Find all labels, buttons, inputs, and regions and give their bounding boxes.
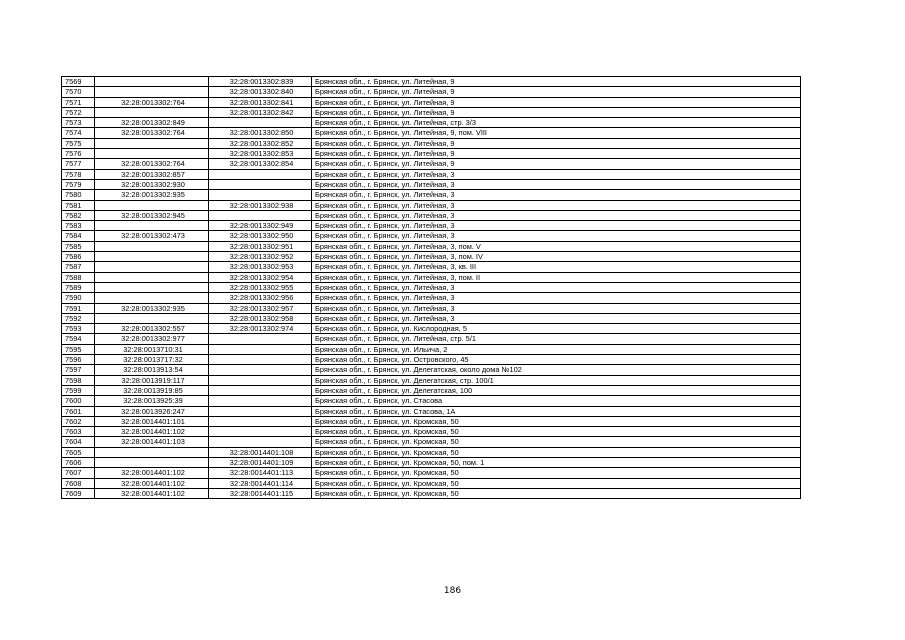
address-cell: Брянская обл., г. Брянск, ул. Литейная, 3, пом. II xyxy=(312,272,801,282)
address-cell: Брянская обл., г. Брянск, ул. Литейная, 3 xyxy=(312,200,801,210)
address-cell: Брянская обл., г. Брянск, ул. Литейная, 3 xyxy=(312,313,801,323)
table-row xyxy=(62,169,801,179)
new-cadastral-number-cell: 32:28:0014401:115 xyxy=(209,488,312,498)
row-number-cell: 7608 xyxy=(62,478,95,488)
table-row xyxy=(62,97,801,107)
table-row xyxy=(62,427,801,437)
new-cadastral-number-cell: 32:28:0014401:109 xyxy=(209,457,312,467)
table-row xyxy=(62,221,801,231)
table-row xyxy=(62,468,801,478)
row-number-cell: 7586 xyxy=(62,252,95,262)
row-number-cell: 7579 xyxy=(62,179,95,189)
row-number-cell: 7594 xyxy=(62,334,95,344)
table-row xyxy=(62,138,801,148)
new-cadastral-number-cell xyxy=(209,334,312,344)
new-cadastral-number-cell xyxy=(209,365,312,375)
registry-table-body xyxy=(62,77,801,499)
new-cadastral-number-cell: 32:28:0014401:113 xyxy=(209,468,312,478)
old-cadastral-number-cell: 32:28:0013302:557 xyxy=(95,324,209,334)
address-cell: Брянская обл., г. Брянск, ул. Кромская, 50 xyxy=(312,478,801,488)
row-number-cell: 7573 xyxy=(62,118,95,128)
address-cell: Брянская обл., г. Брянск, ул. Литейная, 9 xyxy=(312,159,801,169)
address-cell: Брянская обл., г. Брянск, ул. Литейная, 9 xyxy=(312,77,801,87)
row-number-cell: 7578 xyxy=(62,169,95,179)
old-cadastral-number-cell: 32:28:0013302:764 xyxy=(95,159,209,169)
new-cadastral-number-cell: 32:28:0013302:949 xyxy=(209,221,312,231)
address-cell: Брянская обл., г. Брянск, ул. Делегатская, стр. 100/1 xyxy=(312,375,801,385)
table-row xyxy=(62,231,801,241)
address-cell: Брянская обл., г. Брянск, ул. Литейная, 3 xyxy=(312,231,801,241)
old-cadastral-number-cell: 32:28:0013919:85 xyxy=(95,385,209,395)
cadastral-registry-table xyxy=(61,76,801,499)
old-cadastral-number-cell xyxy=(95,457,209,467)
new-cadastral-number-cell xyxy=(209,406,312,416)
row-number-cell: 7603 xyxy=(62,427,95,437)
row-number-cell: 7574 xyxy=(62,128,95,138)
address-cell: Брянская обл., г. Брянск, ул. Литейная, 9 xyxy=(312,149,801,159)
old-cadastral-number-cell xyxy=(95,200,209,210)
old-cadastral-number-cell xyxy=(95,272,209,282)
new-cadastral-number-cell xyxy=(209,427,312,437)
table-row xyxy=(62,324,801,334)
new-cadastral-number-cell: 32:28:0013302:853 xyxy=(209,149,312,159)
table-row xyxy=(62,77,801,87)
new-cadastral-number-cell: 32:28:0013302:850 xyxy=(209,128,312,138)
row-number-cell: 7605 xyxy=(62,447,95,457)
address-cell: Брянская обл., г. Брянск, ул. Ильича, 2 xyxy=(312,344,801,354)
row-number-cell: 7597 xyxy=(62,365,95,375)
row-number-cell: 7584 xyxy=(62,231,95,241)
new-cadastral-number-cell: 32:28:0013302:950 xyxy=(209,231,312,241)
row-number-cell: 7602 xyxy=(62,416,95,426)
new-cadastral-number-cell: 32:28:0013302:952 xyxy=(209,252,312,262)
new-cadastral-number-cell: 32:28:0013302:951 xyxy=(209,241,312,251)
table-row xyxy=(62,210,801,220)
old-cadastral-number-cell: 32:28:0013302:930 xyxy=(95,179,209,189)
table-row xyxy=(62,313,801,323)
row-number-cell: 7576 xyxy=(62,149,95,159)
new-cadastral-number-cell: 32:28:0013302:953 xyxy=(209,262,312,272)
new-cadastral-number-cell: 32:28:0014401:108 xyxy=(209,447,312,457)
address-cell: Брянская обл., г. Брянск, ул. Литейная, 9 xyxy=(312,107,801,117)
old-cadastral-number-cell: 32:28:0014401:103 xyxy=(95,437,209,447)
address-cell: Брянская обл., г. Брянск, ул. Делегатская, около дома №102 xyxy=(312,365,801,375)
row-number-cell: 7580 xyxy=(62,190,95,200)
old-cadastral-number-cell xyxy=(95,293,209,303)
table-row xyxy=(62,365,801,375)
old-cadastral-number-cell: 32:28:0013302:764 xyxy=(95,128,209,138)
address-cell: Брянская обл., г. Брянск, ул. Литейная, 9 xyxy=(312,87,801,97)
old-cadastral-number-cell xyxy=(95,252,209,262)
row-number-cell: 7598 xyxy=(62,375,95,385)
new-cadastral-number-cell xyxy=(209,385,312,395)
row-number-cell: 7591 xyxy=(62,303,95,313)
row-number-cell: 7572 xyxy=(62,107,95,117)
table-row xyxy=(62,159,801,169)
old-cadastral-number-cell: 32:28:0013302:935 xyxy=(95,303,209,313)
address-cell: Брянская обл., г. Брянск, ул. Островского, 45 xyxy=(312,355,801,365)
new-cadastral-number-cell xyxy=(209,437,312,447)
old-cadastral-number-cell xyxy=(95,149,209,159)
old-cadastral-number-cell: 32:28:0014401:102 xyxy=(95,478,209,488)
old-cadastral-number-cell xyxy=(95,77,209,87)
new-cadastral-number-cell xyxy=(209,179,312,189)
address-cell: Брянская обл., г. Брянск, ул. Литейная, 3 xyxy=(312,210,801,220)
address-cell: Брянская обл., г. Брянск, ул. Литейная, 3 xyxy=(312,282,801,292)
row-number-cell: 7601 xyxy=(62,406,95,416)
row-number-cell: 7590 xyxy=(62,293,95,303)
row-number-cell: 7596 xyxy=(62,355,95,365)
table-row xyxy=(62,375,801,385)
row-number-cell: 7587 xyxy=(62,262,95,272)
old-cadastral-number-cell: 32:28:0014401:102 xyxy=(95,488,209,498)
old-cadastral-number-cell xyxy=(95,138,209,148)
new-cadastral-number-cell: 32:28:0013302:840 xyxy=(209,87,312,97)
old-cadastral-number-cell: 32:28:0013302:849 xyxy=(95,118,209,128)
row-number-cell: 7575 xyxy=(62,138,95,148)
row-number-cell: 7585 xyxy=(62,241,95,251)
table-row xyxy=(62,344,801,354)
table-row xyxy=(62,416,801,426)
address-cell: Брянская обл., г. Брянск, ул. Литейная, 3 xyxy=(312,190,801,200)
row-number-cell: 7582 xyxy=(62,210,95,220)
table-row xyxy=(62,334,801,344)
new-cadastral-number-cell xyxy=(209,118,312,128)
row-number-cell: 7571 xyxy=(62,97,95,107)
old-cadastral-number-cell: 32:28:0013926:247 xyxy=(95,406,209,416)
table-row xyxy=(62,385,801,395)
address-cell: Брянская обл., г. Брянск, ул. Кромская, 50, пом. 1 xyxy=(312,457,801,467)
old-cadastral-number-cell xyxy=(95,107,209,117)
table-row xyxy=(62,262,801,272)
row-number-cell: 7570 xyxy=(62,87,95,97)
old-cadastral-number-cell: 32:28:0013302:945 xyxy=(95,210,209,220)
row-number-cell: 7583 xyxy=(62,221,95,231)
row-number-cell: 7593 xyxy=(62,324,95,334)
table-row xyxy=(62,478,801,488)
old-cadastral-number-cell: 32:28:0014401:102 xyxy=(95,427,209,437)
address-cell: Брянская обл., г. Брянск, ул. Литейная, 9 xyxy=(312,138,801,148)
row-number-cell: 7607 xyxy=(62,468,95,478)
new-cadastral-number-cell: 32:28:0013302:841 xyxy=(209,97,312,107)
table-row xyxy=(62,252,801,262)
new-cadastral-number-cell: 32:28:0013302:974 xyxy=(209,324,312,334)
old-cadastral-number-cell: 32:28:0013710:31 xyxy=(95,344,209,354)
old-cadastral-number-cell xyxy=(95,87,209,97)
old-cadastral-number-cell xyxy=(95,241,209,251)
address-cell: Брянская обл., г. Брянск, ул. Стасова xyxy=(312,396,801,406)
table-row xyxy=(62,437,801,447)
new-cadastral-number-cell: 32:28:0013302:938 xyxy=(209,200,312,210)
old-cadastral-number-cell xyxy=(95,221,209,231)
page-number: 186 xyxy=(443,586,462,596)
old-cadastral-number-cell: 32:28:0014401:101 xyxy=(95,416,209,426)
table-row xyxy=(62,272,801,282)
address-cell: Брянская обл., г. Брянск, ул. Кислородная, 5 xyxy=(312,324,801,334)
new-cadastral-number-cell: 32:28:0013302:958 xyxy=(209,313,312,323)
table-row xyxy=(62,447,801,457)
new-cadastral-number-cell xyxy=(209,375,312,385)
address-cell: Брянская обл., г. Брянск, ул. Литейная, 3 xyxy=(312,221,801,231)
address-cell: Брянская обл., г. Брянск, ул. Литейная, стр. 3/3 xyxy=(312,118,801,128)
address-cell: Брянская обл., г. Брянск, ул. Литейная, 3 xyxy=(312,169,801,179)
row-number-cell: 7592 xyxy=(62,313,95,323)
address-cell: Брянская обл., г. Брянск, ул. Литейная, 3, пом. V xyxy=(312,241,801,251)
table-row xyxy=(62,241,801,251)
row-number-cell: 7589 xyxy=(62,282,95,292)
old-cadastral-number-cell: 32:28:0013717:32 xyxy=(95,355,209,365)
table-row xyxy=(62,355,801,365)
row-number-cell: 7569 xyxy=(62,77,95,87)
address-cell: Брянская обл., г. Брянск, ул. Литейная, 3 xyxy=(312,293,801,303)
row-number-cell: 7595 xyxy=(62,344,95,354)
new-cadastral-number-cell: 32:28:0013302:854 xyxy=(209,159,312,169)
old-cadastral-number-cell xyxy=(95,262,209,272)
old-cadastral-number-cell: 32:28:0013302:473 xyxy=(95,231,209,241)
address-cell: Брянская обл., г. Брянск, ул. Кромская, 50 xyxy=(312,437,801,447)
table-row xyxy=(62,396,801,406)
row-number-cell: 7599 xyxy=(62,385,95,395)
old-cadastral-number-cell: 32:28:0014401:102 xyxy=(95,468,209,478)
address-cell: Брянская обл., г. Брянск, ул. Литейная, 3 xyxy=(312,303,801,313)
row-number-cell: 7581 xyxy=(62,200,95,210)
table-row xyxy=(62,293,801,303)
new-cadastral-number-cell xyxy=(209,190,312,200)
address-cell: Брянская обл., г. Брянск, ул. Делегатская, 100 xyxy=(312,385,801,395)
table-row xyxy=(62,406,801,416)
old-cadastral-number-cell: 32:28:0013913:54 xyxy=(95,365,209,375)
new-cadastral-number-cell: 32:28:0013302:954 xyxy=(209,272,312,282)
address-cell: Брянская обл., г. Брянск, ул. Литейная, стр. 5/1 xyxy=(312,334,801,344)
address-cell: Брянская обл., г. Брянск, ул. Литейная, 3, пом. IV xyxy=(312,252,801,262)
new-cadastral-number-cell: 32:28:0013302:852 xyxy=(209,138,312,148)
table-row xyxy=(62,149,801,159)
new-cadastral-number-cell: 32:28:0013302:956 xyxy=(209,293,312,303)
row-number-cell: 7600 xyxy=(62,396,95,406)
old-cadastral-number-cell: 32:28:0013925:39 xyxy=(95,396,209,406)
table-row xyxy=(62,200,801,210)
address-cell: Брянская обл., г. Брянск, ул. Литейная, 9, пом. VIII xyxy=(312,128,801,138)
table-row xyxy=(62,190,801,200)
new-cadastral-number-cell xyxy=(209,396,312,406)
old-cadastral-number-cell xyxy=(95,282,209,292)
new-cadastral-number-cell: 32:28:0013302:955 xyxy=(209,282,312,292)
table-row xyxy=(62,282,801,292)
new-cadastral-number-cell: 32:28:0013302:957 xyxy=(209,303,312,313)
address-cell: Брянская обл., г. Брянск, ул. Кромская, 50 xyxy=(312,468,801,478)
new-cadastral-number-cell xyxy=(209,344,312,354)
table-row xyxy=(62,107,801,117)
old-cadastral-number-cell: 32:28:0013302:935 xyxy=(95,190,209,200)
address-cell: Брянская обл., г. Брянск, ул. Литейная, 3, кв. III xyxy=(312,262,801,272)
new-cadastral-number-cell: 32:28:0013302:839 xyxy=(209,77,312,87)
row-number-cell: 7577 xyxy=(62,159,95,169)
row-number-cell: 7609 xyxy=(62,488,95,498)
address-cell: Брянская обл., г. Брянск, ул. Кромская, 50 xyxy=(312,427,801,437)
address-cell: Брянская обл., г. Брянск, ул. Стасова, 1А xyxy=(312,406,801,416)
table-row xyxy=(62,303,801,313)
new-cadastral-number-cell: 32:28:0014401:114 xyxy=(209,478,312,488)
address-cell: Брянская обл., г. Брянск, ул. Кромская, 50 xyxy=(312,447,801,457)
address-cell: Брянская обл., г. Брянск, ул. Литейная, 9 xyxy=(312,97,801,107)
old-cadastral-number-cell: 32:28:0013919:117 xyxy=(95,375,209,385)
old-cadastral-number-cell xyxy=(95,313,209,323)
table-row xyxy=(62,457,801,467)
table-row xyxy=(62,128,801,138)
table-row xyxy=(62,179,801,189)
address-cell: Брянская обл., г. Брянск, ул. Литейная, 3 xyxy=(312,179,801,189)
row-number-cell: 7606 xyxy=(62,457,95,467)
table-row xyxy=(62,118,801,128)
table-row xyxy=(62,488,801,498)
row-number-cell: 7588 xyxy=(62,272,95,282)
table-row xyxy=(62,87,801,97)
new-cadastral-number-cell: 32:28:0013302:842 xyxy=(209,107,312,117)
new-cadastral-number-cell xyxy=(209,355,312,365)
address-cell: Брянская обл., г. Брянск, ул. Кромская, 50 xyxy=(312,488,801,498)
address-cell: Брянская обл., г. Брянск, ул. Кромская, 50 xyxy=(312,416,801,426)
old-cadastral-number-cell: 32:28:0013302:857 xyxy=(95,169,209,179)
new-cadastral-number-cell xyxy=(209,416,312,426)
new-cadastral-number-cell xyxy=(209,210,312,220)
old-cadastral-number-cell xyxy=(95,447,209,457)
old-cadastral-number-cell: 32:28:0013302:764 xyxy=(95,97,209,107)
old-cadastral-number-cell: 32:28:0013302:977 xyxy=(95,334,209,344)
row-number-cell: 7604 xyxy=(62,437,95,447)
new-cadastral-number-cell xyxy=(209,169,312,179)
